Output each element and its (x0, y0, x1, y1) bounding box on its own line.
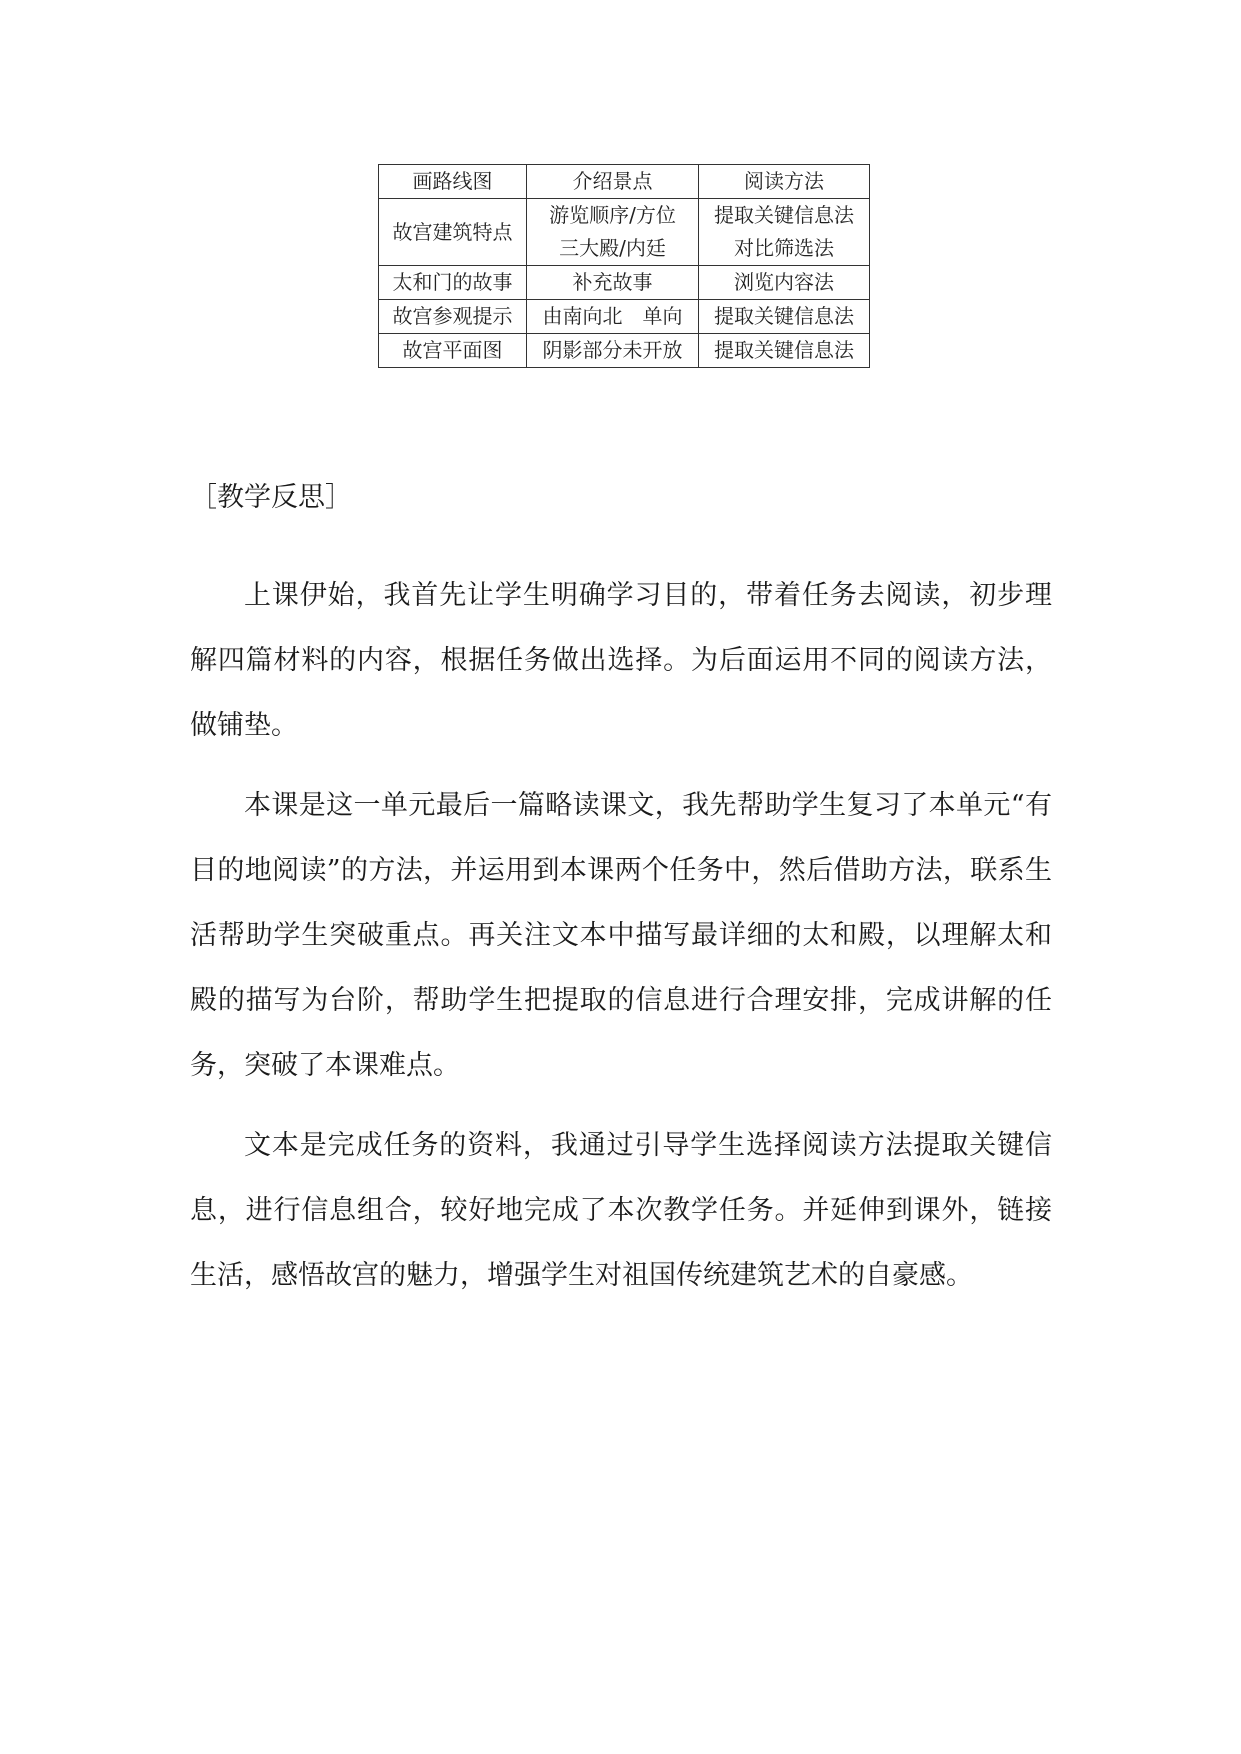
section-heading: ［教学反思］ (190, 482, 352, 513)
table-cell: 游览顺序/方位 三大殿/内廷 (527, 199, 699, 266)
table-cell: 由南向北 单向 (527, 300, 699, 334)
table-cell: 故宫参观提示 (379, 300, 527, 334)
table-cell: 画路线图 (379, 165, 527, 199)
reflection-paragraph: 文本是完成任务的资料，我通过引导学生选择阅读方法提取关键信息，进行信息组合，较好地完成了本次教学任务。并延伸到课外，链接生活，感悟故宫的魅力，增强学生对祖国传统建筑艺术的自豪感。 (190, 1130, 1052, 1291)
table-cell: 提取关键信息法 (699, 300, 870, 334)
table-cell: 提取关键信息法 对比筛选法 (699, 199, 870, 266)
table-cell: 补充故事 (527, 266, 699, 300)
reflection-paragraph: 本课是这一单元最后一篇略读课文，我先帮助学生复习了本单元“有目的地阅读”的方法，并运用到本课两个任务中，然后借助方法，联系生活帮助学生突破重点。再关注文本中描写最详细的太和殿，以理解太和殿的描写为台阶，帮助学生把提取的信息进行合理安排，完成讲解的任务，突破了本课难点。 (190, 790, 1052, 1081)
table-cell: 故宫建筑特点 (379, 199, 527, 266)
table-cell: 介绍景点 (527, 165, 699, 199)
table-row (379, 300, 870, 334)
table-cell: 提取关键信息法 (699, 334, 870, 368)
table-cell: 太和门的故事 (379, 266, 527, 300)
table-row (379, 165, 870, 199)
table-row (379, 199, 870, 266)
reading-method-table (378, 164, 870, 368)
table-cell: 阅读方法 (699, 165, 870, 199)
reflection-paragraph: 上课伊始，我首先让学生明确学习目的，带着任务去阅读，初步理解四篇材料的内容，根据任务做出选择。为后面运用不同的阅读方法，做铺垫。 (190, 580, 1052, 741)
table-cell: 阴影部分未开放 (527, 334, 699, 368)
table-cell: 浏览内容法 (699, 266, 870, 300)
table-cell: 故宫平面图 (379, 334, 527, 368)
table-row (379, 334, 870, 368)
table-row (379, 266, 870, 300)
